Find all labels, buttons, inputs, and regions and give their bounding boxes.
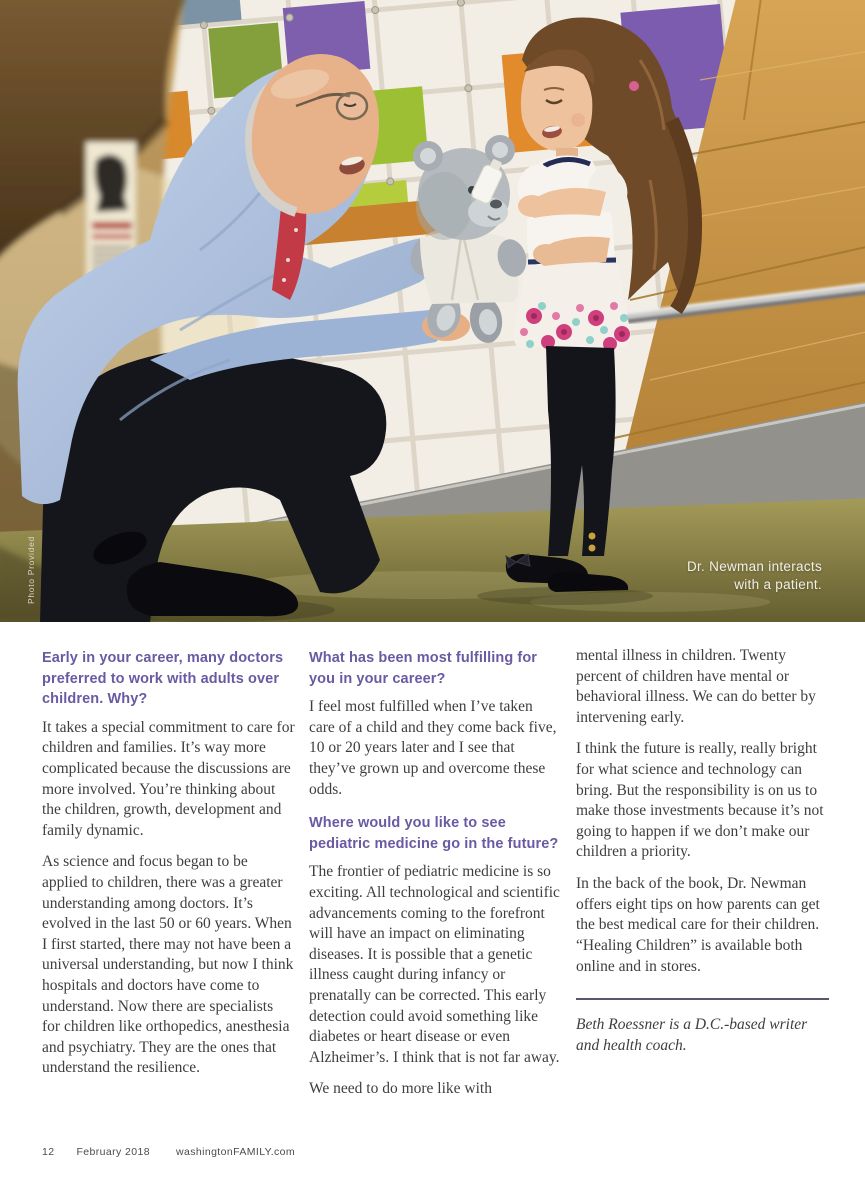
question-heading-2: What has been most fulfilling for you in your career?	[309, 650, 538, 687]
question-heading-3: Where would you like to see pediatric medicine go in the future?	[309, 815, 559, 852]
answer-paragraph: mental illness in children. Twenty percent of children have mental or behavioral illness. We can do better by intervening early.	[576, 647, 816, 726]
question-heading-1: Early in your career, many doctors preferred to work with adults over children. Why?	[42, 650, 284, 708]
column-2	[309, 646, 562, 1111]
photo-credit: Photo Provided	[26, 536, 36, 604]
closing-paragraph: In the back of the book, Dr. Newman offers eight tips on how parents can get the best medical care for their children. “Healing Children” is available both online and in stores.	[576, 875, 820, 975]
article-body	[42, 646, 829, 1111]
answer-paragraph: The frontier of pediatric medicine is so exciting. All technological and scientific advancements coming to the forefront will have an impact on eliminating diseases. It is possible that a genetic illness caught during infancy or prenatally can be corrected. This early detection could avoid something like diabetes or heart disease or even Alzheimer’s. I think that is not far away.	[309, 863, 560, 1066]
footer-page-number: 12	[42, 1146, 55, 1158]
column-1	[42, 646, 295, 1111]
photo-caption-line2: with a patient.	[734, 577, 822, 593]
byline-divider	[576, 998, 829, 1000]
hair-tie	[629, 81, 639, 91]
page-footer	[42, 1146, 295, 1158]
answer-paragraph: We need to do more like with	[309, 1080, 492, 1098]
photo-caption	[687, 558, 822, 594]
footer-issue-date: February 2018	[76, 1146, 150, 1158]
answer-paragraph: I feel most fulfilled when I’ve taken care of a child and they come back five, 10 or 20 years later and I see that they’ve grown up and overcome these odds.	[309, 698, 557, 798]
author-byline: Beth Roessner is a D.C.-based writer and health coach.	[576, 1016, 808, 1054]
answer-paragraph: It takes a special commitment to care for children and families. It’s way more complicated because the discussions are more involved. You’re thinking about the children, growth, development and family dynamic.	[42, 718, 295, 839]
answer-paragraph: As science and focus began to be applied to children, there was a greater understanding among doctors. It’s evolved in the last 50 or 60 years. When I first started, there may not have been a universal understanding, but now I think hospitals and doctors have come to understand. Now there are specialists for children like orthopedics, anesthesia and psychiatry. They are the ones that understand the resilience.	[42, 853, 294, 1077]
footer-website: washingtonFAMILY.com	[175, 1146, 296, 1158]
answer-paragraph: I think the future is really, really bright for what science and technology can bring. But the responsibility is on us to make those investments because it’s not going to happen if we don’t make our children a priority.	[576, 740, 824, 861]
photo-caption-line1: Dr. Newman interacts	[686, 559, 822, 575]
column-3	[576, 646, 829, 1111]
